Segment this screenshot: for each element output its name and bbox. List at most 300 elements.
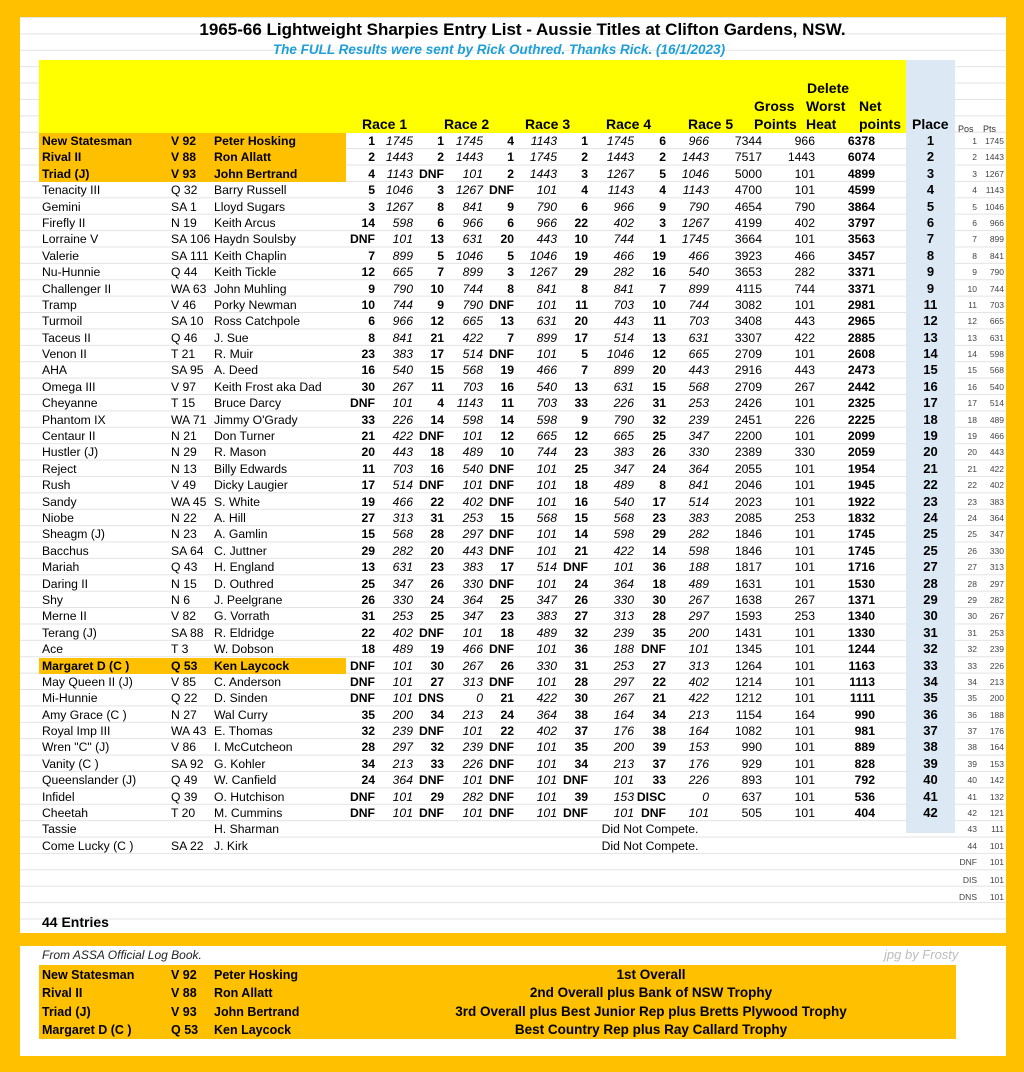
race-4-points: 1046 (606, 347, 634, 362)
skipper-name: G. Vorrath (214, 609, 270, 624)
skipper-name: Peter Hosking (214, 134, 296, 148)
yacht-name: Wren "C" (J) (42, 740, 110, 755)
scale-position: 42 (967, 808, 977, 819)
table-row (0, 641, 1024, 657)
race-4-position: DNF (562, 560, 588, 575)
gross-points: 2200 (734, 429, 762, 444)
race-4-position: 37 (574, 724, 588, 739)
race-4-points: 330 (613, 592, 634, 607)
table-row (0, 395, 1024, 411)
race-3-points: 489 (536, 625, 557, 640)
race-1-position: 34 (361, 756, 375, 771)
header-pos: Pos (958, 124, 974, 134)
place: 36 (923, 706, 938, 722)
race-1-points: 1046 (385, 183, 413, 198)
sail-number: V 49 (171, 478, 197, 493)
place: 23 (923, 493, 938, 509)
race-3-position: 14 (500, 412, 514, 427)
place: 33 (923, 657, 938, 673)
header-gross-line1: Gross (754, 98, 795, 114)
header-race-4: Race 4 (606, 116, 652, 132)
race-2-position: 9 (437, 297, 444, 312)
race-1-points: 466 (392, 494, 413, 509)
race-4-position: 34 (574, 756, 588, 771)
table-row (0, 182, 1024, 198)
place: 20 (923, 444, 938, 460)
race-3-position: DNF (488, 183, 514, 198)
race-1-position: 8 (368, 330, 375, 345)
race-4-position: 11 (575, 297, 588, 312)
net-points: 2442 (847, 379, 875, 394)
race-3-position: 19 (500, 363, 514, 378)
scale-points: 101 (989, 891, 1004, 902)
skipper-name: Lloyd Sugars (214, 199, 286, 214)
race-3-position: 13 (500, 314, 514, 329)
race-1-position: 10 (361, 297, 375, 312)
race-5-points: 443 (688, 363, 709, 378)
skipper-name: Haydn Soulsby (214, 232, 296, 247)
race-5-points: 402 (688, 674, 709, 689)
race-1-position: 12 (361, 265, 375, 280)
deleted-worst-heat: 253 (794, 609, 815, 624)
race-2-points: 631 (462, 232, 483, 247)
award-skipper: Peter Hosking (214, 968, 299, 982)
yacht-name: Vanity (C ) (42, 756, 99, 771)
race-3-position: DNF (488, 789, 514, 804)
yacht-name: Firefly II (42, 215, 86, 230)
race-2-position: 16 (430, 461, 444, 476)
race-2-position: DNF (418, 478, 444, 493)
race-1-position: 26 (361, 592, 375, 607)
net-points: 1330 (847, 625, 875, 640)
page-subtitle: The FULL Results were sent by Rick Outhred. Thanks Rick. (16/1/2023) (272, 42, 726, 57)
deleted-worst-heat: 101 (794, 625, 815, 640)
race-1-points: 568 (392, 527, 413, 542)
gross-points: 505 (741, 806, 762, 821)
place: 39 (923, 755, 938, 771)
race-3-position: 12 (500, 429, 514, 444)
skipper-name: Bruce Darcy (214, 396, 282, 411)
deleted-worst-heat: 443 (794, 314, 815, 329)
place: 34 (923, 673, 938, 689)
scale-points: 176 (989, 726, 1004, 737)
award-yacht: Triad (J) (42, 1004, 91, 1019)
race-2-points: 239 (462, 740, 483, 755)
award-yacht: Margaret D (C ) (42, 1022, 132, 1037)
race-2-points: 540 (462, 461, 483, 476)
race-1-points: 703 (392, 461, 413, 476)
race-2-points: 899 (462, 265, 483, 280)
race-5-position: 21 (652, 691, 666, 706)
race-3-position: 25 (500, 592, 514, 607)
race-1-position: 14 (361, 215, 375, 230)
race-3-points: 631 (536, 314, 557, 329)
race-5-position: 6 (659, 134, 666, 148)
gross-points: 3307 (734, 330, 762, 345)
yacht-name: AHA (42, 363, 68, 378)
skipper-name: Ron Allatt (214, 150, 272, 165)
race-5-points: 598 (688, 543, 709, 558)
scale-position: 5 (972, 201, 977, 212)
scale-position: 37 (967, 726, 977, 737)
table-row (0, 461, 1024, 477)
yacht-name: Sheagm (J) (42, 527, 105, 542)
race-1-position: 19 (361, 494, 375, 509)
race-2-points: 744 (462, 281, 483, 296)
scale-position: 28 (967, 578, 977, 589)
scale-position: 21 (967, 463, 977, 474)
scale-points: 132 (989, 791, 1004, 802)
scale-points: 347 (989, 529, 1004, 540)
scale-points: 1046 (985, 201, 1004, 212)
race-1-position: 16 (361, 363, 375, 378)
award-row (0, 984, 1024, 1003)
table-row (0, 346, 1024, 362)
race-5-points: 188 (688, 560, 709, 575)
race-3-points: 1143 (530, 134, 557, 148)
gross-points: 4115 (735, 281, 762, 296)
place: 9 (926, 280, 935, 296)
scale-code: DIS (962, 874, 977, 885)
race-3-points: 364 (536, 707, 557, 722)
table-row (0, 805, 1024, 821)
race-4-points: 383 (613, 445, 634, 460)
race-5-points: 253 (688, 396, 709, 411)
sail-number: WA 71 (171, 412, 207, 427)
race-1-position: 11 (362, 461, 375, 476)
sail-number: SA 22 (171, 838, 204, 853)
race-4-position: 24 (574, 576, 588, 591)
gross-points: 3664 (734, 232, 762, 247)
scale-points: 665 (989, 316, 1004, 327)
race-1-points: 282 (392, 543, 413, 558)
race-4-position: 35 (574, 740, 588, 755)
race-2-position: 33 (430, 756, 444, 771)
award-row (0, 966, 1024, 985)
deleted-worst-heat: 101 (794, 806, 815, 821)
deleted-worst-heat: 282 (794, 265, 815, 280)
race-3-position: DNF (488, 297, 514, 312)
race-4-points: 841 (613, 281, 634, 296)
gross-points: 1154 (735, 707, 762, 722)
race-4-points: 790 (613, 412, 634, 427)
race-4-points: 200 (613, 740, 634, 755)
race-5-position: 14 (652, 543, 666, 558)
yacht-name: Taceus II (42, 330, 91, 345)
race-2-points: 1745 (455, 134, 483, 148)
place: 29 (923, 591, 938, 607)
race-5-points: 422 (688, 691, 709, 706)
race-5-position: 19 (652, 248, 666, 263)
yacht-name: Rival II (42, 150, 82, 165)
race-3-position: 11 (501, 396, 514, 411)
gross-points: 3923 (734, 248, 762, 263)
race-1-position: 32 (361, 724, 375, 739)
race-3-position: 9 (507, 199, 514, 214)
race-3-position: 22 (500, 724, 514, 739)
race-4-position: 9 (581, 412, 588, 427)
scale-points: 282 (989, 594, 1004, 605)
race-1-points: 297 (392, 740, 413, 755)
gross-points: 2916 (734, 363, 762, 378)
header-place: Place (912, 116, 949, 132)
scale-points: 1267 (985, 168, 1004, 179)
race-1-position: 30 (361, 379, 375, 394)
race-3-points: 1745 (529, 150, 557, 165)
scale-points: 153 (989, 758, 1004, 769)
race-4-position: 21 (574, 543, 588, 558)
scale-points: 1745 (985, 136, 1004, 146)
gross-points: 637 (741, 789, 762, 804)
gross-points: 1214 (734, 674, 762, 689)
gross-points: 1264 (734, 658, 762, 673)
place: 25 (923, 526, 938, 542)
scale-points: 402 (989, 480, 1004, 491)
sail-number: T 20 (171, 806, 196, 821)
gross-points: 1817 (734, 560, 762, 575)
race-1-points: 1745 (385, 134, 413, 148)
yacht-name: May Queen II (J) (42, 674, 133, 689)
race-1-position: 24 (361, 773, 375, 788)
race-3-points: 966 (536, 215, 557, 230)
race-1-position: 28 (361, 740, 375, 755)
race-5-points: 1046 (681, 166, 709, 181)
race-3-points: 101 (536, 347, 557, 362)
race-4-points: 598 (613, 527, 634, 542)
scale-position: 27 (967, 562, 977, 573)
header-race-1: Race 1 (362, 116, 408, 132)
race-5-points: 966 (688, 134, 709, 148)
net-points: 1340 (847, 609, 875, 624)
deleted-worst-heat: 101 (794, 461, 815, 476)
race-5-points: 489 (688, 576, 709, 591)
award-title: 2nd Overall plus Bank of NSW Trophy (529, 985, 773, 1001)
scale-points: 899 (989, 234, 1004, 245)
place: 12 (923, 313, 938, 329)
yacht-name: Tassie (42, 822, 77, 837)
deleted-worst-heat: 101 (794, 494, 815, 509)
deleted-worst-heat: 101 (794, 429, 815, 444)
race-2-points: 313 (462, 674, 483, 689)
skipper-name: Ross Catchpole (214, 314, 301, 329)
sail-number: SA 1 (171, 199, 197, 214)
race-4-position: 39 (574, 789, 588, 804)
race-3-points: 101 (536, 527, 557, 542)
race-1-points: 383 (392, 347, 413, 362)
net-points: 3797 (847, 215, 875, 230)
race-3-points: 514 (536, 560, 557, 575)
race-3-points: 101 (536, 576, 557, 591)
sail-number: Q 44 (171, 265, 198, 280)
race-3-position: DNF (488, 494, 514, 509)
did-not-compete-note: Did Not Compete. (601, 822, 699, 837)
race-2-position: DNF (418, 724, 444, 739)
yacht-name: Hustler (J) (42, 445, 99, 460)
scale-points: 383 (989, 496, 1004, 507)
race-5-position: 1 (659, 232, 666, 247)
skipper-name: I. McCutcheon (214, 740, 293, 755)
sail-number: V 97 (171, 379, 197, 394)
sail-number: Q 39 (171, 789, 198, 804)
table-row (0, 166, 1024, 182)
race-3-points: 101 (536, 494, 557, 509)
header-delete-line2: Worst (806, 98, 846, 114)
race-5-position: 18 (652, 576, 666, 591)
header-gross-line2: Points (754, 116, 797, 132)
gross-points: 4654 (734, 199, 762, 214)
race-3-position: 20 (500, 232, 514, 247)
race-2-position: 14 (430, 412, 444, 427)
race-3-points: 330 (536, 658, 557, 673)
race-2-points: 1046 (455, 248, 483, 263)
net-points: 889 (854, 740, 875, 755)
deleted-worst-heat: 443 (794, 363, 815, 378)
race-5-position: 38 (652, 724, 666, 739)
race-4-position: 20 (574, 314, 588, 329)
race-3-position: DNF (488, 461, 514, 476)
race-3-points: 568 (536, 510, 557, 525)
image-credit: jpg by Frosty (884, 947, 959, 962)
race-4-position: 6 (581, 199, 588, 214)
race-5-position: 28 (652, 609, 666, 624)
race-2-position: 18 (430, 445, 444, 460)
race-3-position: 8 (507, 281, 514, 296)
scale-points: 111 (991, 824, 1004, 835)
race-4-points: 703 (613, 297, 634, 312)
race-4-points: 631 (613, 379, 634, 394)
gross-points: 990 (741, 740, 762, 755)
sail-number: Q 22 (171, 691, 198, 706)
race-4-points: 188 (613, 642, 634, 657)
race-2-points: 226 (462, 756, 483, 771)
deleted-worst-heat: 267 (794, 379, 815, 394)
deleted-worst-heat: 101 (794, 674, 815, 689)
race-1-points: 226 (392, 412, 413, 427)
deleted-worst-heat: 101 (794, 527, 815, 542)
race-1-points: 364 (392, 773, 413, 788)
race-4-points: 101 (613, 773, 634, 788)
race-5-points: 313 (688, 658, 709, 673)
net-points: 1530 (847, 576, 875, 591)
scale-position: 30 (967, 611, 977, 622)
race-1-position: 29 (361, 543, 375, 558)
race-4-points: 213 (613, 756, 634, 771)
scale-code: DNF (959, 857, 977, 868)
table-row (0, 789, 1024, 805)
race-5-position: 22 (652, 674, 666, 689)
deleted-worst-heat: 101 (794, 642, 815, 657)
scale-points: 226 (989, 660, 1004, 671)
race-2-points: 330 (462, 576, 483, 591)
net-points: 3457 (847, 248, 875, 263)
race-2-points: 568 (462, 363, 483, 378)
race-3-points: 101 (536, 297, 557, 312)
place: 17 (923, 395, 938, 411)
race-2-points: 1443 (455, 150, 483, 165)
race-5-position: 35 (652, 625, 666, 640)
gross-points: 1082 (734, 724, 762, 739)
place: 13 (923, 329, 938, 345)
table-row (0, 248, 1024, 264)
scale-position: 34 (967, 676, 977, 687)
race-1-points: 239 (392, 724, 413, 739)
net-points: 2099 (847, 429, 875, 444)
gross-points: 1846 (734, 543, 762, 558)
skipper-name: C. Anderson (214, 674, 282, 689)
race-3-position: DNF (488, 740, 514, 755)
place: 42 (923, 805, 938, 821)
scale-points: 466 (989, 431, 1004, 442)
race-5-points: 267 (688, 592, 709, 607)
scale-points: 267 (989, 611, 1004, 622)
race-4-position: 30 (574, 691, 588, 706)
race-2-position: DNF (418, 429, 444, 444)
skipper-name: Keith Arcus (214, 215, 276, 230)
race-2-points: 466 (462, 642, 483, 657)
race-3-points: 665 (536, 429, 557, 444)
sail-number: V 82 (171, 609, 197, 624)
scale-points: 101 (989, 874, 1004, 885)
gross-points: 1345 (734, 642, 762, 657)
yacht-name: Sandy (42, 494, 77, 509)
scale-points: 540 (989, 381, 1004, 392)
race-2-position: 24 (430, 592, 444, 607)
award-skipper: Ken Laycock (214, 1022, 292, 1037)
race-4-points: 176 (613, 724, 634, 739)
race-5-position: 39 (652, 740, 666, 755)
table-row (0, 231, 1024, 247)
deleted-worst-heat: 330 (794, 445, 815, 460)
place: 18 (923, 411, 938, 427)
race-3-points: 1267 (529, 265, 557, 280)
race-3-points: 101 (536, 642, 557, 657)
race-3-points: 466 (536, 363, 557, 378)
scale-points: 253 (989, 627, 1004, 638)
race-1-position: DNF (349, 691, 375, 706)
deleted-worst-heat: 966 (794, 134, 815, 148)
race-4-points: 466 (613, 248, 634, 263)
scale-position: 29 (967, 594, 977, 605)
scale-position: 22 (967, 480, 977, 491)
race-5-points: 466 (688, 248, 709, 263)
race-2-position: 32 (430, 740, 444, 755)
yacht-name: Triad (J) (42, 166, 90, 181)
race-2-position: 10 (430, 281, 444, 296)
sail-number: Q 43 (171, 560, 198, 575)
scale-points: 364 (989, 512, 1004, 523)
race-4-points: 899 (613, 363, 634, 378)
yacht-name: Phantom IX (42, 412, 106, 427)
race-1-position: 9 (368, 281, 375, 296)
scale-position: 18 (967, 414, 977, 425)
sail-number: Q 32 (171, 183, 198, 198)
scale-position: 40 (967, 775, 977, 786)
race-5-points: 383 (688, 510, 709, 525)
gross-points: 2709 (734, 379, 762, 394)
net-points: 2473 (847, 363, 875, 378)
race-2-points: 1143 (456, 396, 483, 411)
deleted-worst-heat: 101 (794, 724, 815, 739)
race-5-points: 540 (688, 265, 709, 280)
race-1-points: 101 (392, 806, 413, 821)
net-points: 1163 (848, 658, 875, 673)
sail-number: T 15 (171, 396, 196, 411)
yacht-name: Terang (J) (42, 625, 97, 640)
race-2-position: 29 (430, 789, 444, 804)
net-points: 2325 (847, 396, 875, 411)
race-1-points: 443 (392, 445, 413, 460)
sail-number: Q 53 (171, 658, 198, 673)
